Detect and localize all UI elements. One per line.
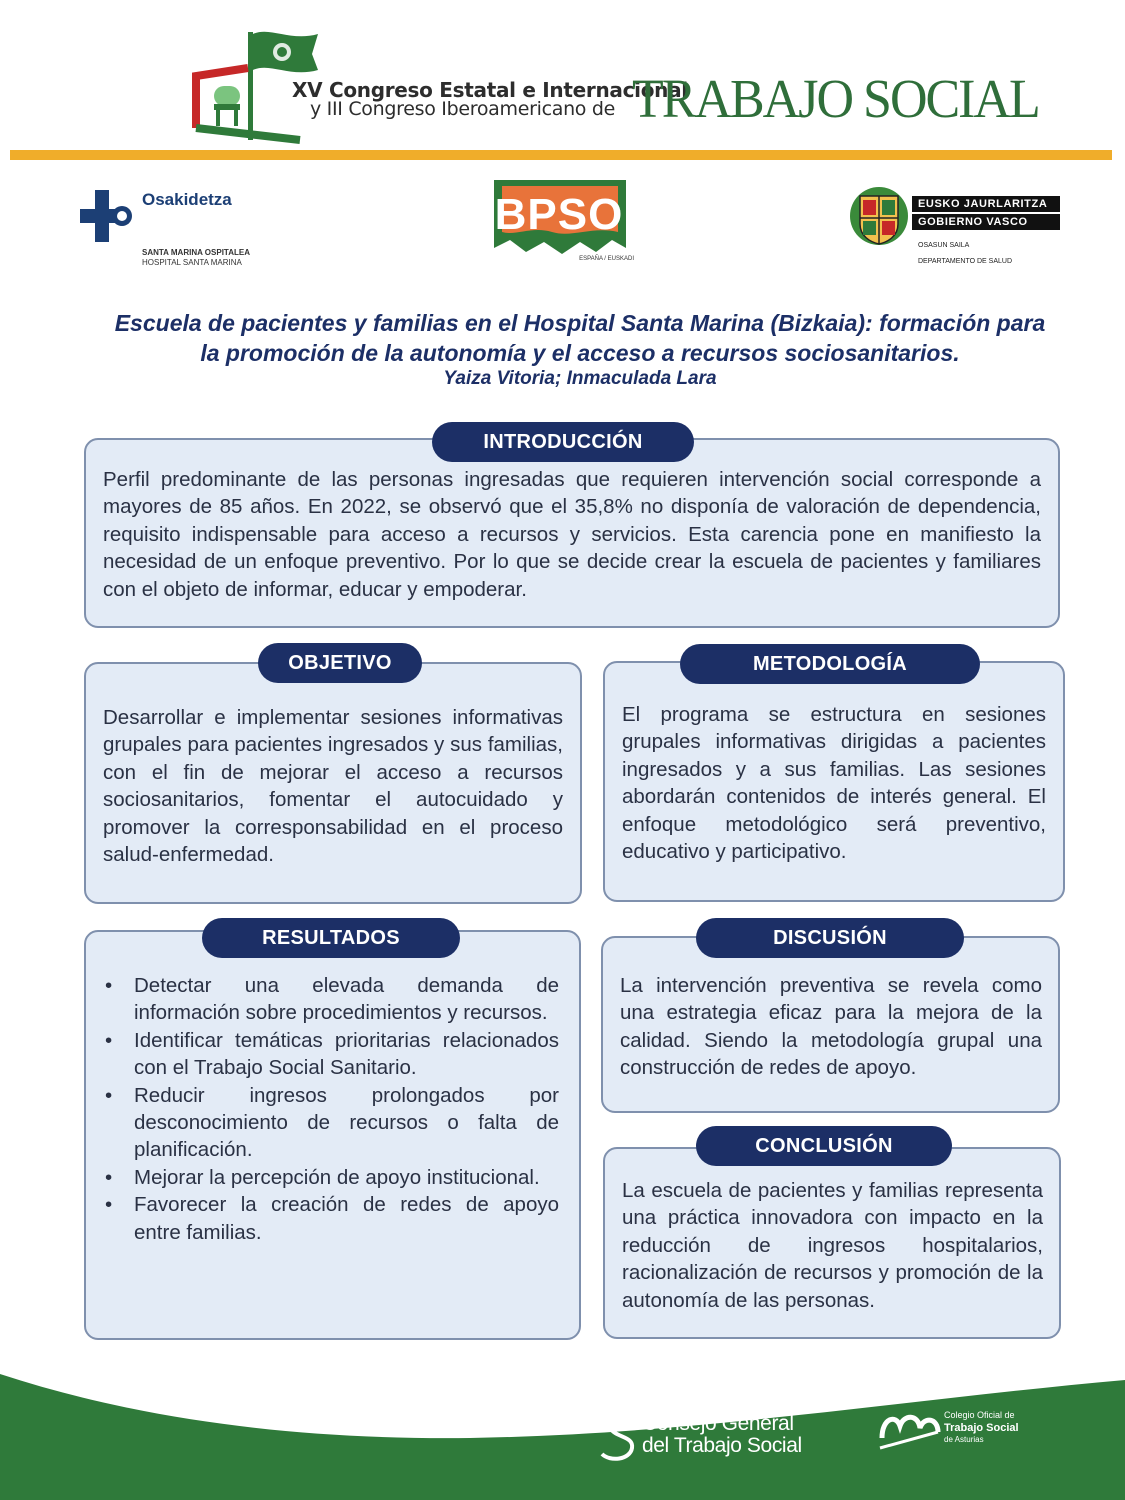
gv-sub2: DEPARTAMENTO DE SALUD bbox=[918, 258, 1013, 265]
bpso-name: BPSO bbox=[494, 190, 624, 239]
osakidetza-logo bbox=[80, 186, 280, 276]
objetivo-text: Desarrollar e implementar sesiones informativas grupales para pacientes ingresados y sus familias, con el fin de mejorar el acceso a recursos sociosanitarios, fomentar el autocuidado y promover la corresponsabilidad en el proceso salud-enfermedad. bbox=[103, 706, 563, 867]
title-line1: Escuela de pacientes y familias en el Hospital Santa Marina (Bizkaia): formación para bbox=[114, 310, 1046, 336]
introduccion-text: Perfil predominante de las personas ingresadas que requieren intervención social corresponde a mayores de 85 años. En 2022, se observó que el 35,8% no disponía de valoración de dependencia, requisito indispensable para acceso a recursos y servicios. Esta carencia pone en manifiesto la necesidad de un enfoque preventivo. Por lo que se decide crear la escuela de pacientes y familiares con el objeto de informar, educar y empoderar. bbox=[103, 468, 1041, 601]
resultados-section bbox=[84, 930, 581, 1340]
osakidetza-name: Osakidetza bbox=[142, 190, 232, 209]
osakidetza-cross-icon bbox=[80, 190, 136, 246]
list-item: • Detectar una elevada demanda de información sobre procedimientos y recursos. bbox=[103, 972, 559, 1027]
poster-authors: Yaiza Vitoria; Inmaculada Lara bbox=[443, 368, 717, 389]
gv-line2: GOBIERNO VASCO bbox=[912, 214, 1060, 230]
list-item: • Favorecer la creación de redes de apoyo entre familias. bbox=[103, 1191, 559, 1246]
introduccion-heading: INTRODUCCIÓN bbox=[432, 422, 694, 462]
bpso-logo bbox=[492, 174, 634, 264]
conclusion-section bbox=[603, 1147, 1061, 1339]
gv-sub1: OSASUN SAILA bbox=[918, 242, 970, 249]
consejo-general-logo bbox=[600, 1410, 860, 1470]
metodologia-section bbox=[603, 661, 1065, 902]
introduccion-section bbox=[84, 438, 1060, 628]
congress-title-line2: y III Congreso Iberoamericano de bbox=[310, 98, 616, 120]
discusion-text: La intervención preventiva se revela como una estrategia eficaz para la mejora de la calidad. Siendo la metodología grupal una construcción de redes de apoyo. bbox=[620, 974, 1042, 1080]
coat-of-arms-icon bbox=[848, 184, 910, 248]
header-divider bbox=[10, 150, 1112, 160]
poster-title bbox=[40, 308, 1120, 368]
cots-line1: Colegio Oficial de bbox=[944, 1410, 1015, 1420]
cgts-s-icon bbox=[600, 1412, 640, 1464]
cgts-line2: del Trabajo Social bbox=[642, 1434, 802, 1457]
cots-line3: de Asturias bbox=[944, 1435, 984, 1444]
congress-title-line1: XV Congreso Estatal e Internacional bbox=[292, 78, 688, 102]
title-line2: la promoción de la autonomía y el acceso a recursos sociosanitarios. bbox=[200, 340, 960, 366]
discusion-section bbox=[601, 936, 1060, 1113]
colegio-asturias-icon bbox=[878, 1408, 942, 1452]
cots-line2: Trabajo Social bbox=[944, 1422, 1019, 1434]
discusion-heading: DISCUSIÓN bbox=[696, 918, 964, 958]
list-item: • Reducir ingresos prolongados por desconocimiento de recursos o falta de planificación. bbox=[103, 1082, 559, 1164]
conclusion-heading: CONCLUSIÓN bbox=[696, 1126, 952, 1166]
list-item: • Mejorar la percepción de apoyo institucional. bbox=[103, 1164, 559, 1191]
objetivo-heading: OBJETIVO bbox=[258, 643, 422, 683]
colegio-asturias-logo bbox=[878, 1408, 1048, 1478]
bpso-sub: ESPAÑA / EUSKADI bbox=[579, 256, 634, 262]
list-item: • Identificar temáticas prioritarias relacionados con el Trabajo Social Sanitario. bbox=[103, 1027, 559, 1082]
metodologia-text: El programa se estructura en sesiones grupales informativas dirigidas a pacientes ingresados y a sus familias. Las sesiones abordarán contenidos de interés general. El enfoque metodológico será preventivo, educativo y participativo. bbox=[622, 703, 1046, 864]
objetivo-section bbox=[84, 662, 582, 904]
conclusion-text: La escuela de pacientes y familias representa una práctica innovadora con impacto en la reducción de ingresos hospitalarios, racionalización de recursos y promoción de la autonomía de las personas. bbox=[622, 1179, 1043, 1312]
osakidetza-sub1: SANTA MARINA OSPITALEA bbox=[142, 248, 250, 257]
osakidetza-sub2: HOSPITAL SANTA MARINA bbox=[142, 258, 242, 267]
poster-header bbox=[0, 0, 1125, 160]
cgts-line1: Consejo General bbox=[642, 1412, 794, 1435]
resultados-list bbox=[103, 972, 559, 1246]
trabajo-social-wordmark: TRABAJO SOCIAL bbox=[632, 69, 1039, 130]
gv-line1: EUSKO JAURLARITZA bbox=[912, 196, 1060, 212]
gobierno-vasco-logo bbox=[848, 184, 1063, 274]
resultados-heading: RESULTADOS bbox=[202, 918, 460, 958]
metodologia-heading: METODOLOGÍA bbox=[680, 644, 980, 684]
